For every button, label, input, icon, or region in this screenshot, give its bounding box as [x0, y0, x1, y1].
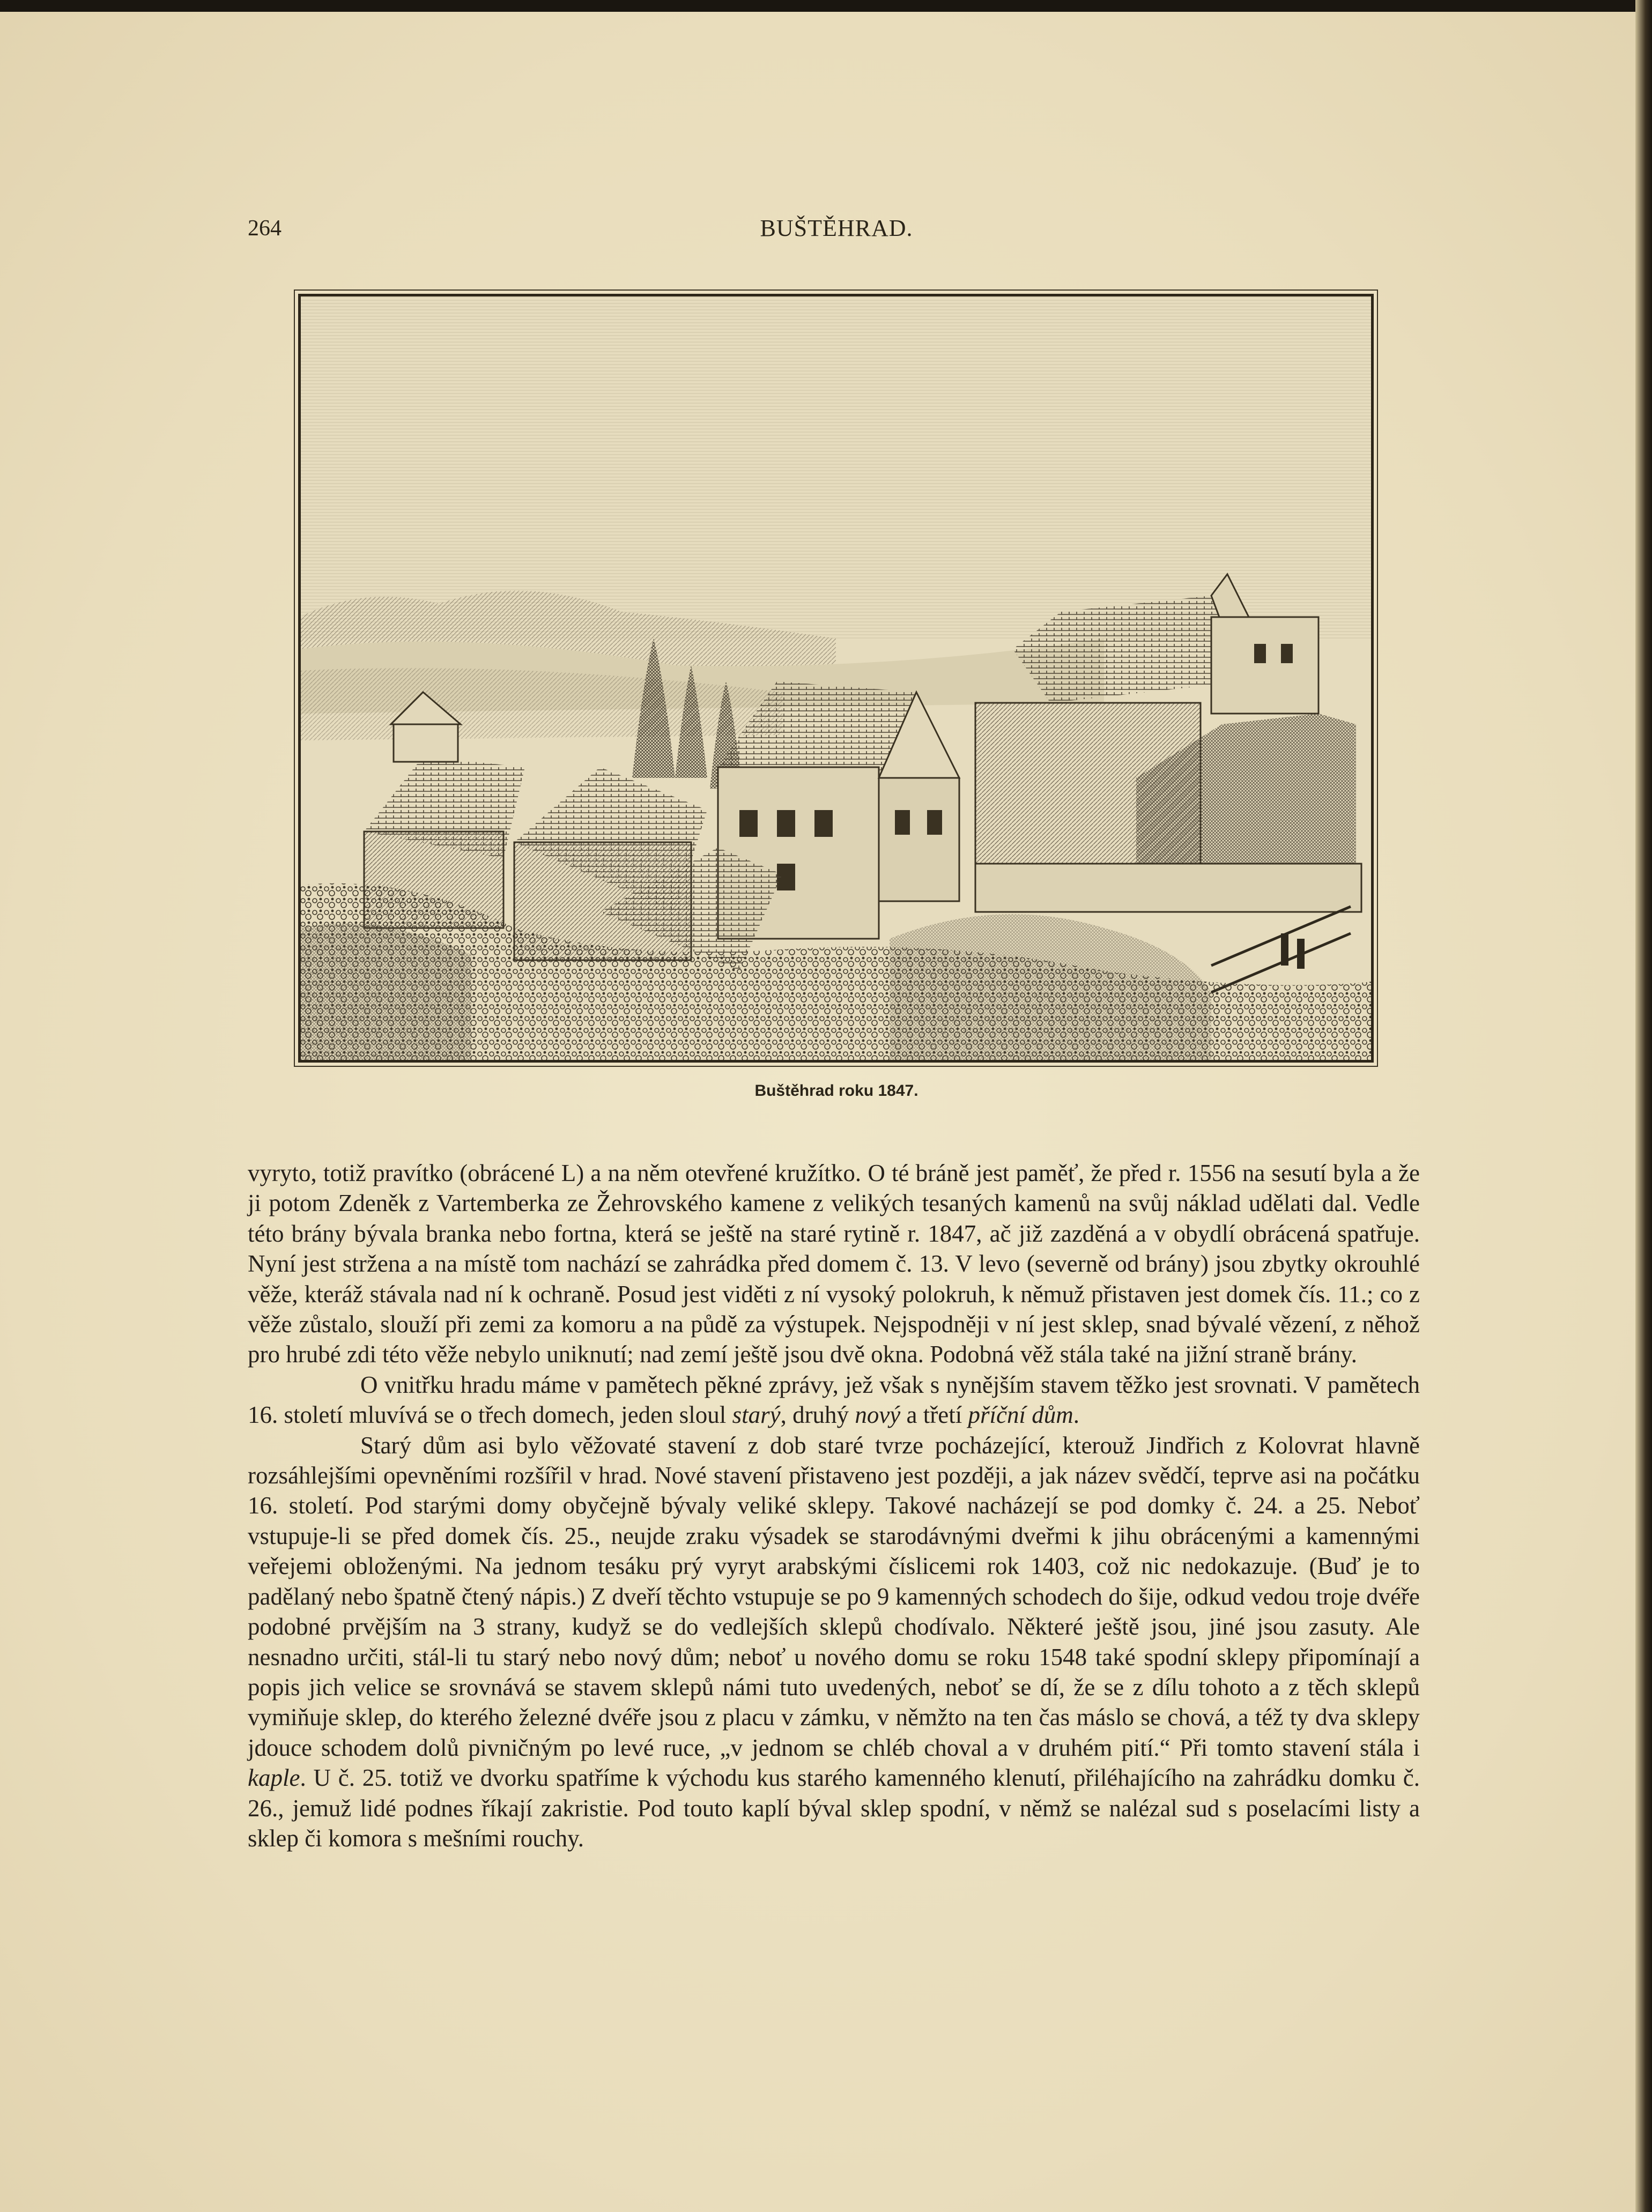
emphasis-novy: nový — [855, 1401, 901, 1429]
paragraph-3-text: Starý dům asi bylo věžovaté stavení z dob staré tvrze pocházející, kterouž Jindřich z Kolovrat hlavně rozsáhlejšími opevněními rozšířil v hrad. Nové stavení přistaveno jest později, a jak název svědčí, teprve asi na počátku 16. století. Pod starými domy obyčejně bývaly veliké sklepy. Takové nacházejí se pod domky č. 24. a 25. Neboť vstupuje-li se před domek čís. 25., neujde zraku výsadek se starodávnými dveřmi k jihu obrácenými a kamennými veřejemi obloženými. Na jednom tesáku prý vyryt arabskými číslicemi rok 1403, což nic nedokazuje. (Buď je to padělaný nebo špatně čtený nápis.) Z dveří těchto vstupuje se po 9 kamenných schodech do šije, odkud vedou troje dvéře podobné prvějším na 3 strany, kudyž se do vedlejších sklepů chodívalo. Některé ještě jsou, jiné jsou zasuty. Ale nesnadno určiti, stál-li tu starý nebo nový dům; neboť u nového domu se roku 1548 také spodní sklepy připomínají a popis jich velice se srovnává se stavem sklepů námi tuto uvedených, neboť se dí, že se z dílu tohoto a z těch sklepů vymiňuje sklep, do kterého železné dvéře jsou z placu v zámku, v němžto na ten čas máslo se chová, a též ty dva sklepy jdouce schodem dolů pivničným po levé ruce, „v jednom se chléb choval a v druhém pití.“ Při tomto stavení stála i — [248, 1431, 1420, 1761]
book-edge — [1635, 0, 1652, 2212]
emphasis-stary: starý — [732, 1401, 781, 1429]
emphasis-kaple: kaple — [248, 1764, 300, 1792]
paragraph-2-text: , druhý — [780, 1401, 855, 1429]
figure-caption: Buštěhrad roku 1847. — [754, 1082, 918, 1100]
paragraph-3-text: . U č. 25. totiž ve dvorku spatříme k východu kus starého kamenného klenutí, přiléhajícího na zahrádku domku č. 26., jemuž lidé podnes říkají zakristie. Pod touto kaplí býval sklep spodní, v němž se nalézal sud s poselacími listy a sklep či komora s mešními rouchy. — [248, 1764, 1420, 1852]
paragraph-3 — [248, 1430, 1420, 1854]
page-number: 264 — [248, 216, 281, 241]
book-page — [0, 12, 1635, 2212]
engraving-drawing — [300, 295, 1372, 1061]
paragraph-2-text: a třetí — [900, 1401, 968, 1429]
emphasis-pricni-dum: příční dům — [968, 1401, 1073, 1429]
paragraph-2-text: . — [1073, 1401, 1079, 1429]
running-title: BUŠTĚHRAD. — [760, 215, 913, 241]
body-text — [248, 1158, 1420, 1853]
engraving-illustration — [298, 294, 1374, 1063]
paragraph-1: vyryto, totiž pravítko (obrácené L) a na něm otevřené kružítko. O té bráně jest paměť, že před r. 1556 na sesutí byla a že ji potom Zdeněk z Vartemberka ze Žehrovského kamene z velikých tesaných kamenů na svůj náklad udělati dal. Vedle této brány bývala branka nebo fortna, která se ještě na staré rytině r. 1847, ač již zazděná a v obydlí obrácená spatřuje. Nyní jest stržena a na místě tom nachází se zahrádka před domem č. 13. V levo (severně od brány) jsou zbytky okrouhlé věže, kteráž stávala nad ní k ochraně. Posud jest viděti z ní vysoký polokruh, k němuž přistaven jest domek čís. 11.; co z věže zůstalo, slouží při zemi za komoru a na půdě za výstupek. Nejspodněji v ní jest sklep, snad bývalé vězení, z něhož pro hrubé zdi této věže nebylo uniknutí; nad zemí ještě jsou dvě okna. Podobná věž stála také na jižní straně brány. — [248, 1160, 1420, 1368]
paragraph-2 — [248, 1370, 1420, 1430]
paragraph-2-text: O vnitřku hradu máme v pamětech pěkné zprávy, jež však s nynějším stavem těžko jest srovnati. V pamětech 16. století mluvívá se o třech domech, jeden sloul — [248, 1371, 1420, 1429]
